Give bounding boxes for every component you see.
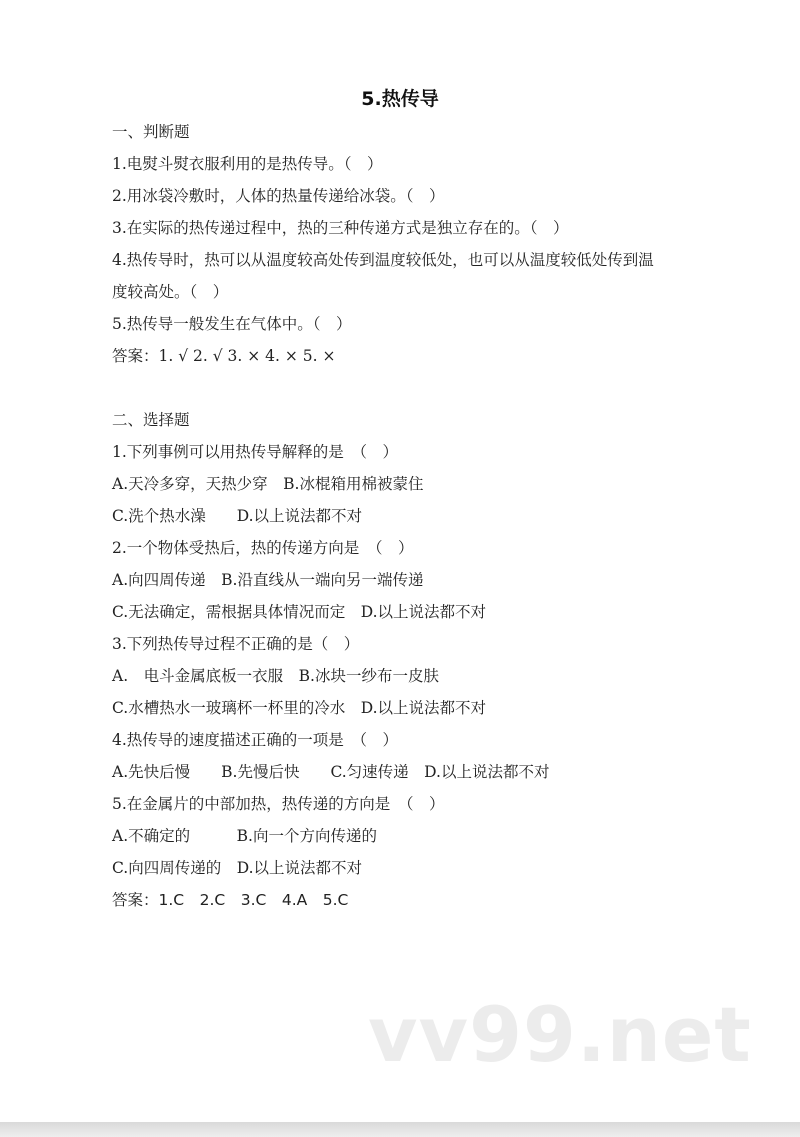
- page-title: 5.热传导: [361, 88, 439, 110]
- mc-question-3-options-cd: C.水槽热水一玻璃杯一杯里的冷水 D.以上说法都不对: [112, 699, 487, 717]
- mc-question-5: 5.在金属片的中部加热，热传递的方向是 （ ）: [112, 795, 445, 813]
- mc-answer-key: 答案：1.C 2.C 3.C 4.A 5.C: [112, 891, 349, 909]
- mc-question-1: 1.下列事例可以用热传导解释的是 （ ）: [112, 443, 399, 461]
- section-heading-true-false: 一、判断题: [112, 123, 190, 141]
- mc-question-2-options-ab: A.向四周传递 B.沿直线从一端向另一端传递: [112, 571, 424, 589]
- tf-question-3: 3.在实际的热传递过程中，热的三种传递方式是独立存在的。（ ）: [112, 219, 569, 237]
- mc-question-5-options-cd: C.向四周传递的 D.以上说法都不对: [112, 859, 363, 877]
- mc-question-2-options-cd: C.无法确定，需根据具体情况而定 D.以上说法都不对: [112, 603, 487, 621]
- tf-question-5: 5.热传导一般发生在气体中。（ ）: [112, 315, 352, 333]
- mc-question-1-options-cd: C.洗个热水澡 D.以上说法都不对: [112, 507, 363, 525]
- tf-question-4-line-2: 度较高处。（ ）: [112, 283, 229, 301]
- tf-question-2: 2.用冰袋冷敷时，人体的热量传递给冰袋。（ ）: [112, 187, 445, 205]
- page-bottom-edge: [0, 1122, 800, 1137]
- tf-answer-key: 答案：1. √ 2. √ 3. × 4. × 5. ×: [112, 347, 336, 365]
- section-heading-multiple-choice: 二、选择题: [112, 411, 190, 429]
- mc-question-3-options-ab: A. 电斗金属底板一衣服 B.冰块一纱布一皮肤: [112, 667, 439, 685]
- mc-question-4: 4.热传导的速度描述正确的一项是 （ ）: [112, 731, 399, 749]
- watermark: vv99.net: [368, 990, 752, 1079]
- mc-question-5-options-ab: A.不确定的 B.向一个方向传递的: [112, 827, 377, 845]
- tf-question-1: 1.电熨斗熨衣服利用的是热传导。（ ）: [112, 155, 383, 173]
- mc-question-1-options-ab: A.天冷多穿，天热少穿 B.冰棍箱用棉被蒙住: [112, 475, 424, 493]
- tf-question-4-line-1: 4.热传导时，热可以从温度较高处传到温度较低处，也可以从温度较低处传到温: [112, 251, 654, 269]
- mc-question-2: 2.一个物体受热后，热的传递方向是 （ ）: [112, 539, 414, 557]
- mc-question-3: 3.下列热传导过程不正确的是（ ）: [112, 635, 360, 653]
- mc-question-4-options: A.先快后慢 B.先慢后快 C.匀速传递 D.以上说法都不对: [112, 763, 550, 781]
